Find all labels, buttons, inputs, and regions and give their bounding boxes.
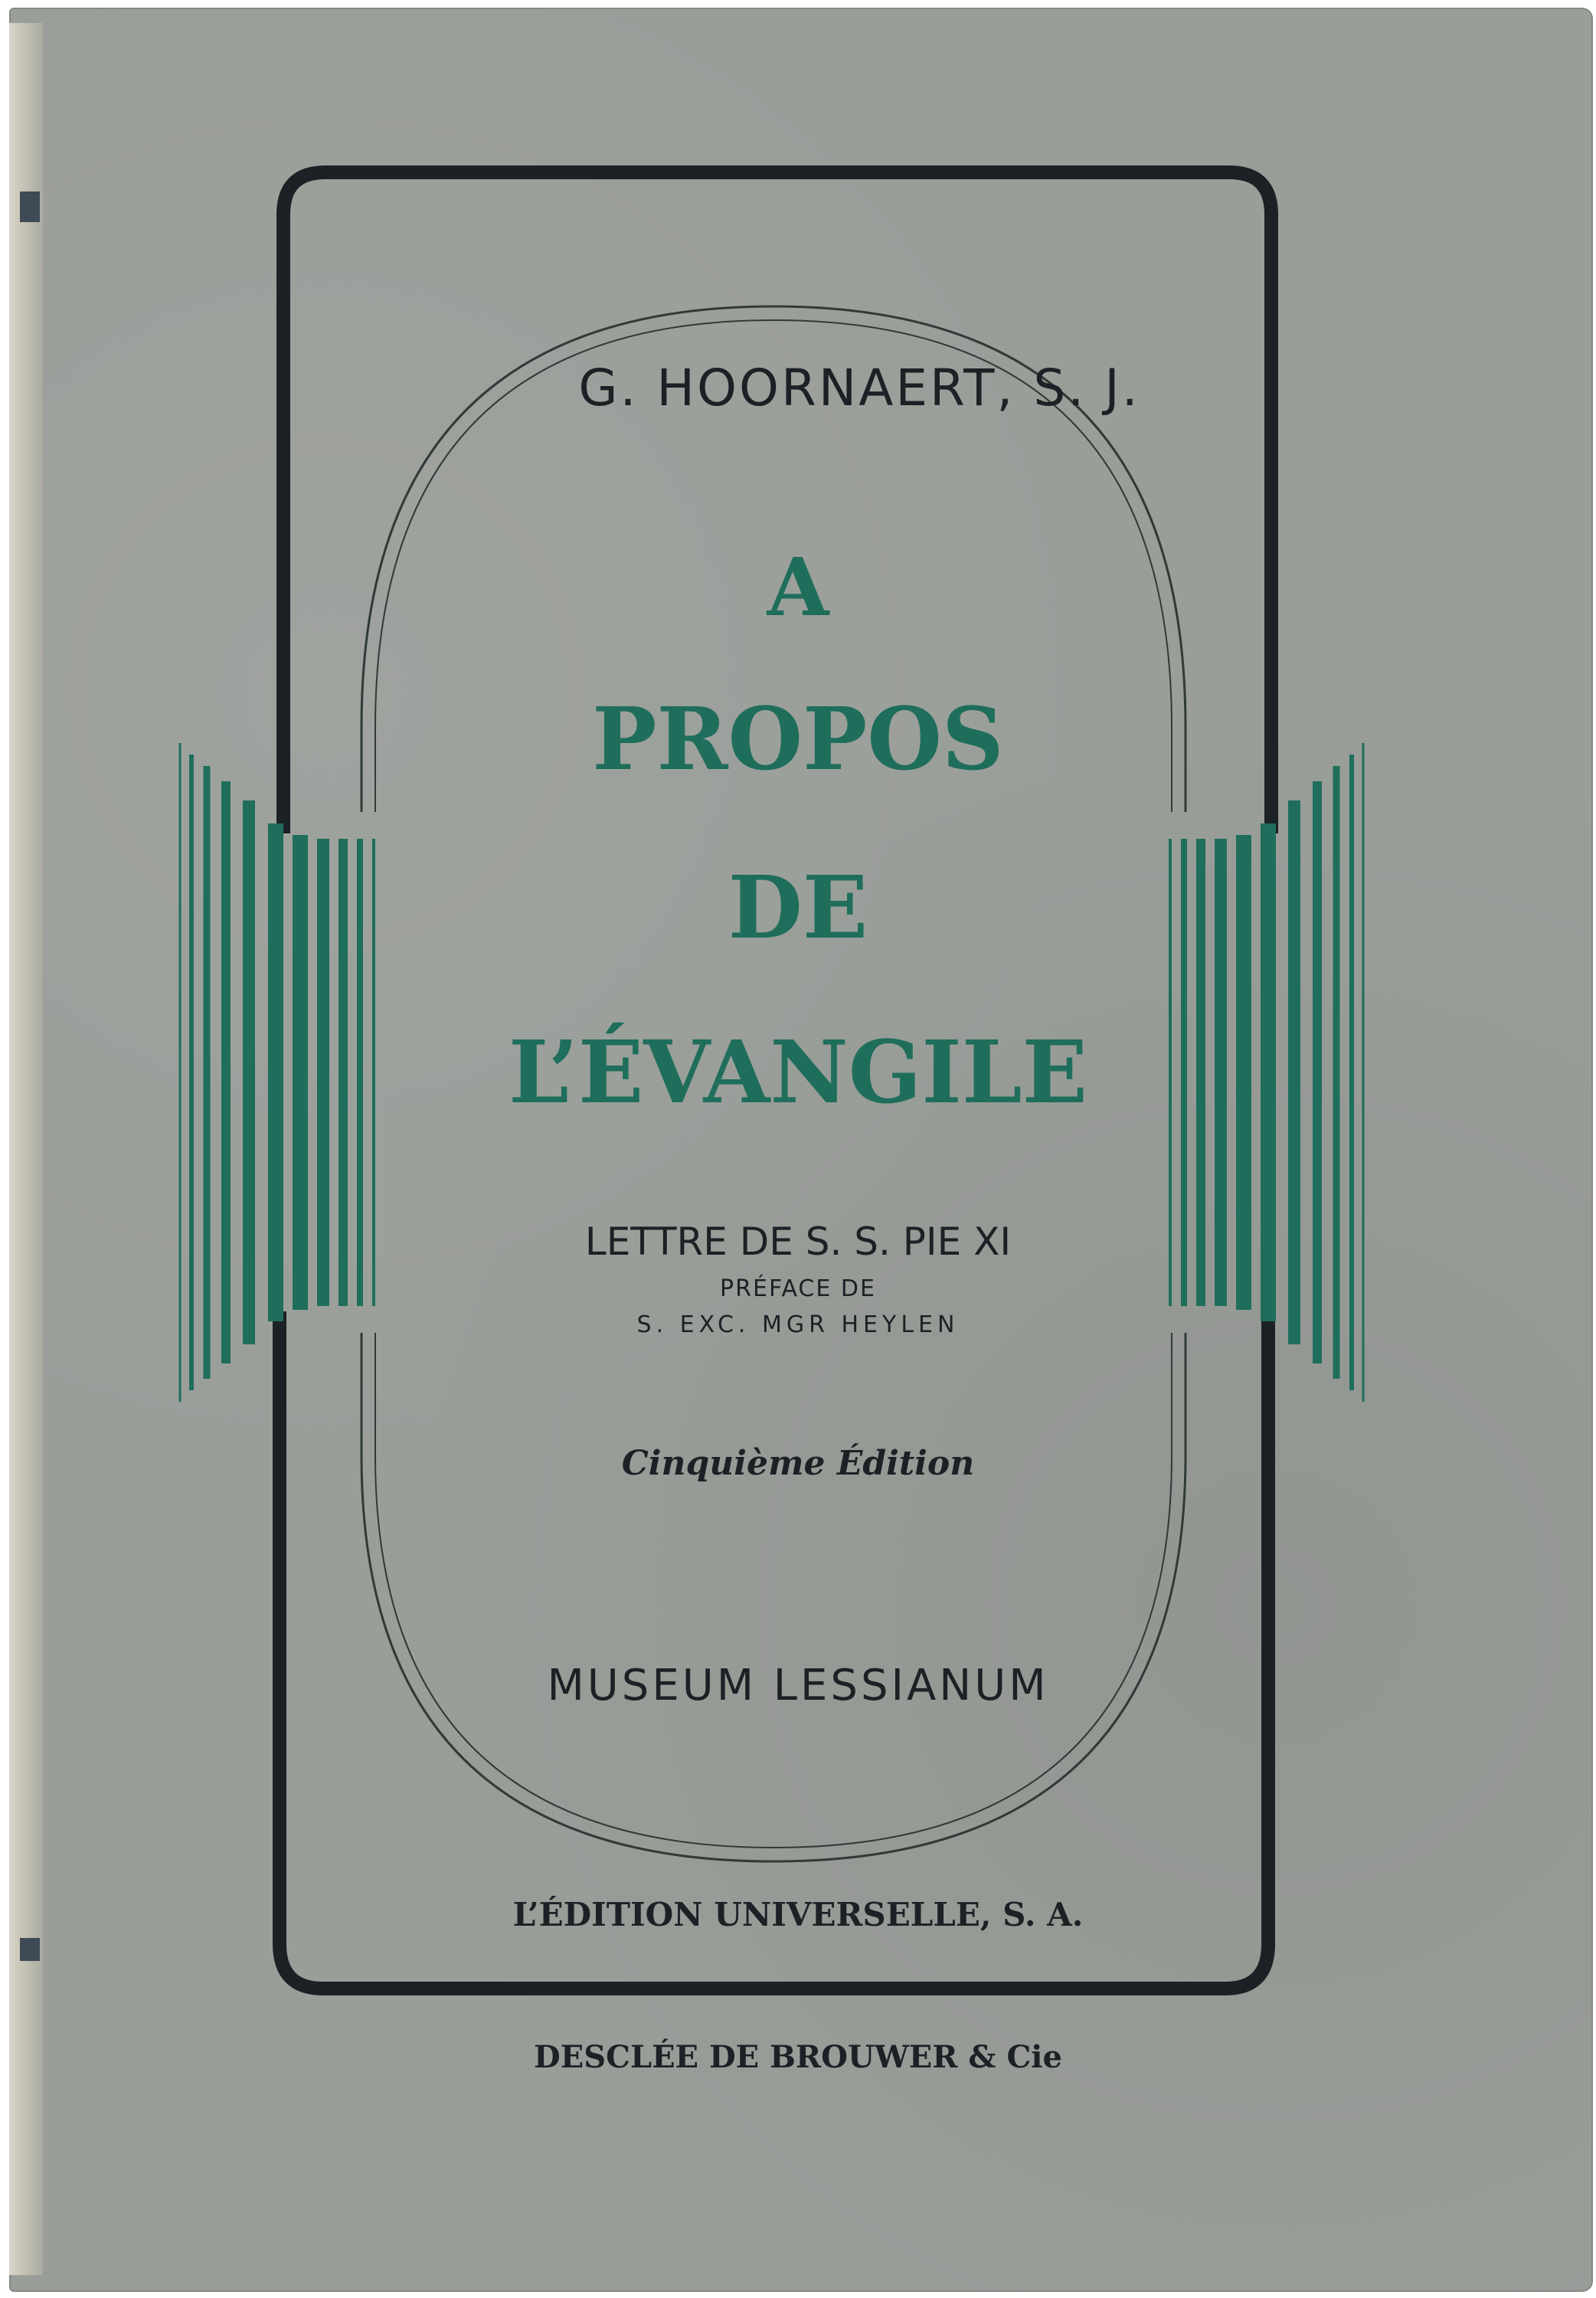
preface-label: PRÉFACE DE [720,1275,876,1302]
edition-label: Cinquième Édition [621,1444,975,1483]
title-line-4: L’ÉVANGILE [509,1023,1087,1123]
oval-inner-bottom [375,1333,1172,1848]
oval-outer-bottom [361,1333,1186,1861]
frame-bottom [280,1311,1268,1989]
title-line-1: A [767,540,829,634]
title-line-2: PROPOS [592,689,1004,790]
title-line-3: DE [728,858,868,958]
publisher-name: L’ÉDITION UNIVERSELLE, S. A. [512,1896,1084,1933]
subtitle: LETTRE DE S. S. PIE XI [584,1219,1012,1264]
distributor-name: DESCLÉE DE BROUWER & Cie [534,2039,1062,2075]
author-name: G. HOORNAERT, S. J. [578,358,1140,417]
series-name: MUSEUM LESSIANUM [547,1661,1049,1710]
preface-author: S. EXC. MGR HEYLEN [636,1311,960,1338]
